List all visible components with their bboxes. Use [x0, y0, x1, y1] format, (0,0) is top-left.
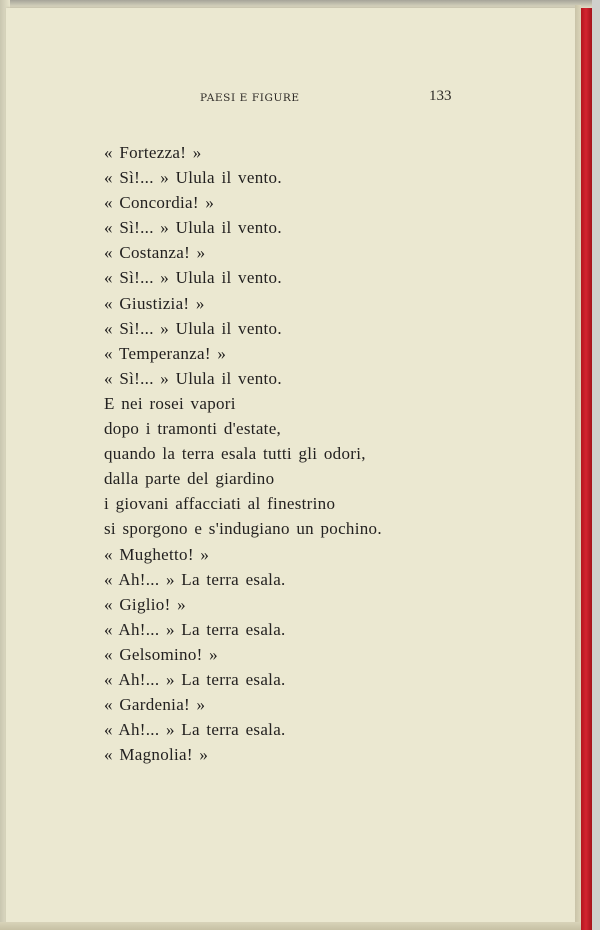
poem-line: « Sì!... » Ulula il vento.	[104, 368, 282, 388]
poem-line: « Mughetto! »	[104, 544, 210, 564]
poem-line: « Sì!... » Ulula il vento.	[104, 218, 282, 238]
poem-line: « Concordia! »	[104, 193, 215, 213]
poem-line: « Giustizia! »	[104, 293, 205, 313]
poem-line: dalla parte del giardino	[104, 469, 275, 489]
poem-line: « Sì!... » Ulula il vento.	[104, 268, 282, 288]
poem-line: « Giglio! »	[104, 594, 186, 614]
poem-line: si sporgono e s'indugiano un pochino.	[104, 519, 382, 539]
poem-line: « Ah!... » La terra esala.	[104, 669, 286, 689]
poem-line: E nei rosei vapori	[104, 393, 236, 413]
poem-text	[104, 140, 382, 767]
poem-line: « Sì!... » Ulula il vento.	[104, 168, 282, 188]
poem-line: quando la terra esala tutti gli odori,	[104, 444, 366, 464]
page-bottom-edge	[0, 922, 581, 930]
poem-line: « Temperanza! »	[104, 343, 227, 363]
poem-line: « Ah!... » La terra esala.	[104, 619, 286, 639]
red-cover-edge	[581, 8, 592, 930]
running-title: PAESI E FIGURE	[200, 92, 300, 104]
poem-line: « Ah!... » La terra esala.	[104, 720, 286, 740]
poem-line: « Fortezza! »	[104, 143, 202, 162]
poem-line: « Magnolia! »	[104, 745, 209, 765]
page-number: 133	[429, 88, 452, 104]
scan-background	[592, 0, 600, 930]
poem-line: « Costanza! »	[104, 243, 206, 263]
poem-line: « Sì!... » Ulula il vento.	[104, 318, 282, 338]
poem-line: i giovani affacciati al finestrino	[104, 494, 336, 514]
poem-line: « Ah!... » La terra esala.	[104, 569, 286, 589]
poem-line: dopo i tramonti d'estate,	[104, 419, 282, 439]
poem-line: « Gardenia! »	[104, 695, 206, 715]
poem-line: « Gelsomino! »	[104, 644, 218, 664]
